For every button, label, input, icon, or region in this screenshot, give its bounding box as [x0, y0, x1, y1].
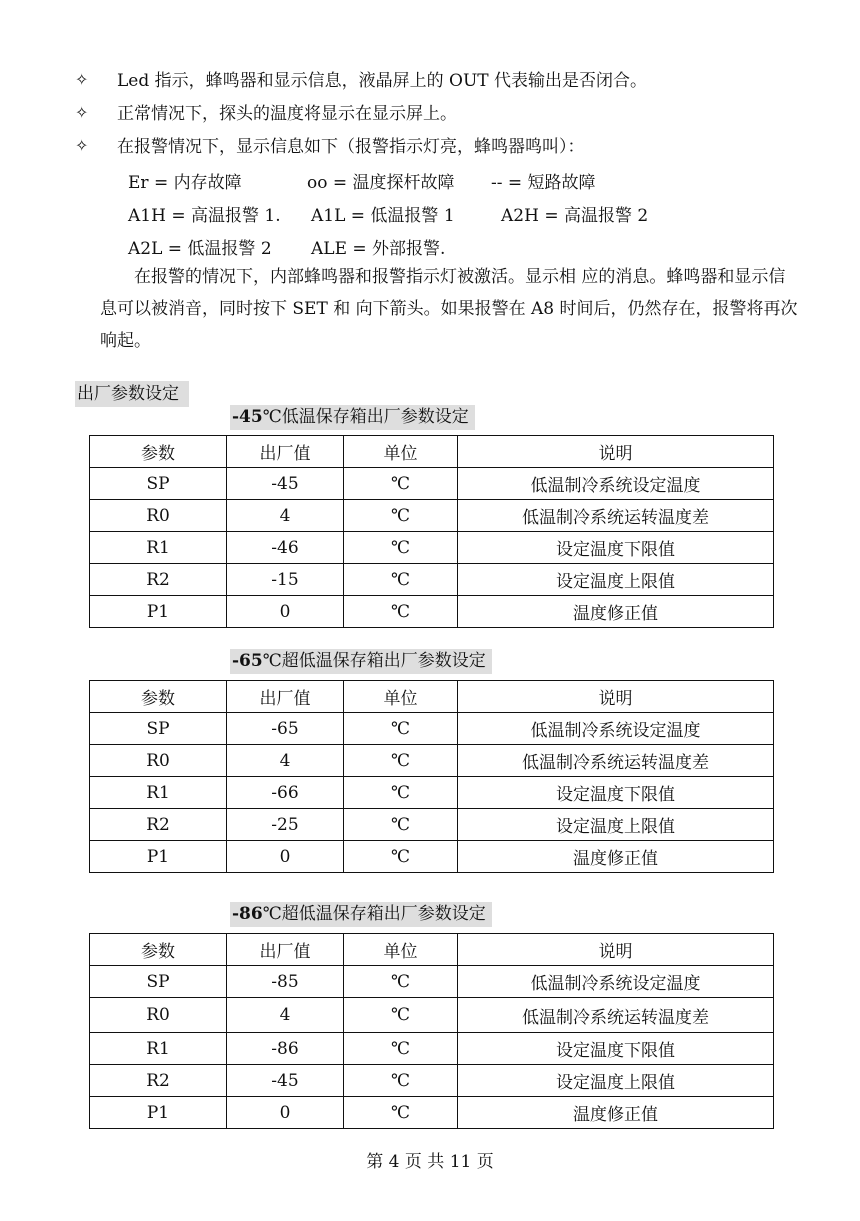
table-row: [90, 841, 774, 873]
header-desc: 说明: [458, 681, 774, 713]
header-param: 参数: [90, 934, 227, 966]
cell-unit: ℃: [344, 966, 458, 998]
cell-value: 4: [227, 500, 344, 532]
caption-temp: -65: [232, 651, 263, 671]
bullet-text-led: Led 指示，蜂鸣器和显示信息，液晶屏上的 OUT 代表输出是否闭合。: [117, 71, 648, 91]
cell-value: 0: [227, 841, 344, 873]
caption-text: ℃超低温保存箱出厂参数设定: [262, 651, 486, 671]
caption-text: ℃低温保存箱出厂参数设定: [262, 407, 469, 427]
code-oo: oo = 温度探杆故障: [307, 173, 455, 193]
cell-desc: 设定温度下限值: [458, 532, 774, 564]
header-desc: 说明: [458, 436, 774, 468]
table-row: [90, 809, 774, 841]
code-a2h: A2H = 高温报警 2: [501, 206, 649, 226]
cell-value: -15: [227, 564, 344, 596]
code-er: Er = 内存故障: [128, 173, 242, 193]
cell-unit: ℃: [344, 532, 458, 564]
header-unit: 单位: [344, 681, 458, 713]
cell-value: 0: [227, 596, 344, 628]
cell-desc: 设定温度下限值: [458, 777, 774, 809]
cell-param: R1: [90, 1033, 227, 1065]
table-header-row: [90, 681, 774, 713]
cell-param: R2: [90, 809, 227, 841]
table-row: [90, 966, 774, 998]
cell-desc: 温度修正值: [458, 1097, 774, 1129]
table-row: [90, 1033, 774, 1065]
cell-unit: ℃: [344, 500, 458, 532]
cell-param: R0: [90, 745, 227, 777]
table-row: [90, 1065, 774, 1097]
header-param: 参数: [90, 436, 227, 468]
table-caption: [230, 649, 492, 674]
code-a1h: A1H = 高温报警 1.: [128, 206, 281, 226]
cell-desc: 低温制冷系统设定温度: [458, 468, 774, 500]
code-short: -- = 短路故障: [491, 173, 596, 193]
bullet-icon: ✧: [75, 103, 89, 122]
cell-value: 4: [227, 998, 344, 1033]
cell-value: -45: [227, 1065, 344, 1097]
cell-unit: ℃: [344, 745, 458, 777]
param-table: [89, 435, 774, 628]
cell-value: -66: [227, 777, 344, 809]
header-default: 出厂值: [227, 934, 344, 966]
table-row: [90, 713, 774, 745]
bullet-icon: ✧: [75, 136, 89, 155]
cell-unit: ℃: [344, 1065, 458, 1097]
table-row: [90, 1097, 774, 1129]
cell-value: -86: [227, 1033, 344, 1065]
caption-text: ℃超低温保存箱出厂参数设定: [262, 904, 486, 924]
cell-desc: 低温制冷系统运转温度差: [458, 500, 774, 532]
cell-value: 4: [227, 745, 344, 777]
alarm-paragraph: [100, 261, 800, 357]
bullet-text-normal: 正常情况下，探头的温度将显示在显示屏上。: [117, 104, 457, 124]
table-row: [90, 745, 774, 777]
bullet-icon: ✧: [75, 70, 89, 89]
cell-value: -45: [227, 468, 344, 500]
cell-value: 0: [227, 1097, 344, 1129]
table-header-row: [90, 436, 774, 468]
table-caption: [230, 405, 475, 430]
cell-unit: ℃: [344, 564, 458, 596]
table-row: [90, 500, 774, 532]
header-unit: 单位: [344, 436, 458, 468]
caption-temp: -86: [232, 904, 263, 924]
cell-desc: 温度修正值: [458, 596, 774, 628]
cell-value: -85: [227, 966, 344, 998]
header-param: 参数: [90, 681, 227, 713]
cell-desc: 设定温度下限值: [458, 1033, 774, 1065]
table-caption: [230, 902, 492, 927]
param-table: [89, 680, 774, 873]
cell-desc: 低温制冷系统设定温度: [458, 966, 774, 998]
cell-unit: ℃: [344, 841, 458, 873]
alarm-paragraph-text: 在报警的情况下，内部蜂鸣器和报警指示灯被激活。显示相 应的消息。蜂鸣器和显示信息可以被消音，同时按下 SET 和 向下箭头。如果报警在 A8 时间后，仍然存在，报警将再次响起。: [100, 267, 798, 351]
cell-unit: ℃: [344, 713, 458, 745]
cell-param: SP: [90, 966, 227, 998]
table-row: [90, 532, 774, 564]
code-a1l: A1L = 低温报警 1: [311, 206, 455, 226]
cell-desc: 设定温度上限值: [458, 809, 774, 841]
code-ale: ALE = 外部报警.: [311, 239, 446, 259]
caption-temp: -45: [232, 407, 263, 427]
table-row: [90, 998, 774, 1033]
table-row: [90, 596, 774, 628]
cell-param: SP: [90, 713, 227, 745]
cell-param: P1: [90, 1097, 227, 1129]
code-a2l: A2L = 低温报警 2: [128, 239, 272, 259]
table-row: [90, 468, 774, 500]
cell-value: -65: [227, 713, 344, 745]
cell-param: R0: [90, 500, 227, 532]
header-default: 出厂值: [227, 681, 344, 713]
cell-param: P1: [90, 841, 227, 873]
page-footer: 第 4 页 共 11 页: [366, 1152, 494, 1172]
cell-desc: 低温制冷系统运转温度差: [458, 998, 774, 1033]
cell-param: R2: [90, 564, 227, 596]
cell-desc: 低温制冷系统设定温度: [458, 713, 774, 745]
cell-param: P1: [90, 596, 227, 628]
cell-value: -25: [227, 809, 344, 841]
table-row: [90, 564, 774, 596]
cell-unit: ℃: [344, 998, 458, 1033]
section-title: 出厂参数设定: [75, 381, 189, 407]
cell-unit: ℃: [344, 809, 458, 841]
cell-value: -46: [227, 532, 344, 564]
header-desc: 说明: [458, 934, 774, 966]
cell-desc: 设定温度上限值: [458, 1065, 774, 1097]
table-header-row: [90, 934, 774, 966]
cell-param: R1: [90, 777, 227, 809]
cell-param: SP: [90, 468, 227, 500]
bullet-text-alarm: 在报警情况下，显示信息如下（报警指示灯亮，蜂鸣器鸣叫）：: [117, 137, 585, 157]
table-row: [90, 777, 774, 809]
header-unit: 单位: [344, 934, 458, 966]
cell-unit: ℃: [344, 468, 458, 500]
cell-desc: 温度修正值: [458, 841, 774, 873]
cell-unit: ℃: [344, 596, 458, 628]
cell-param: R2: [90, 1065, 227, 1097]
header-default: 出厂值: [227, 436, 344, 468]
cell-unit: ℃: [344, 1097, 458, 1129]
cell-desc: 设定温度上限值: [458, 564, 774, 596]
cell-desc: 低温制冷系统运转温度差: [458, 745, 774, 777]
cell-param: R1: [90, 532, 227, 564]
param-table: [89, 933, 774, 1129]
cell-param: R0: [90, 998, 227, 1033]
cell-unit: ℃: [344, 1033, 458, 1065]
cell-unit: ℃: [344, 777, 458, 809]
